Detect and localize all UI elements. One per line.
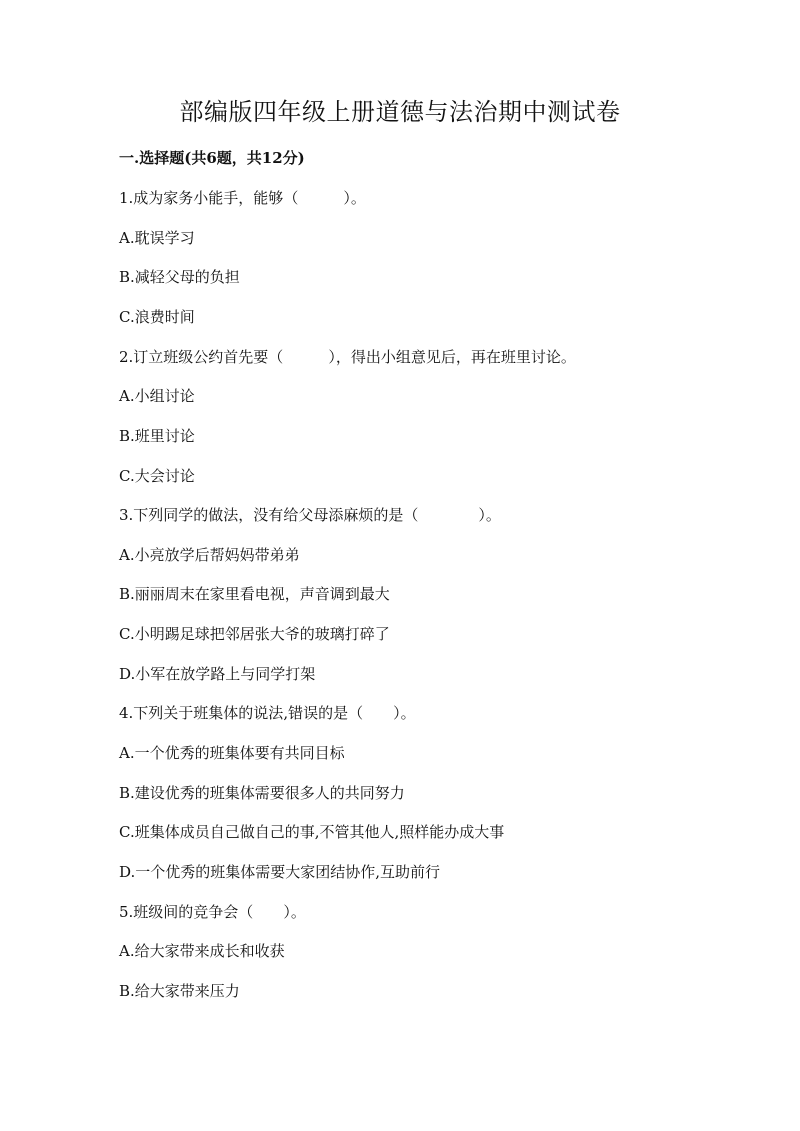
question-4-option-a: A.一个优秀的班集体要有共同目标 xyxy=(119,744,345,762)
question-4-stem: 4.下列关于班集体的说法,错误的是（ ）。 xyxy=(119,704,416,722)
question-5-option-b: B.给大家带来压力 xyxy=(119,982,240,1000)
section-heading: 一.选择题(共6题，共12分) xyxy=(119,149,305,167)
question-2-option-a: A.小组讨论 xyxy=(119,387,195,405)
question-3-stem: 3.下列同学的做法，没有给父母添麻烦的是（ ）。 xyxy=(119,506,501,524)
question-3-option-c: C.小明踢足球把邻居张大爷的玻璃打碎了 xyxy=(119,625,390,643)
question-3-option-a: A.小亮放学后帮妈妈带弟弟 xyxy=(119,546,300,564)
question-1-option-c: C.浪费时间 xyxy=(119,308,195,326)
question-2-option-b: B.班里讨论 xyxy=(119,427,195,445)
question-3-option-d: D.小军在放学路上与同学打架 xyxy=(119,665,316,683)
question-1-option-a: A.耽误学习 xyxy=(119,229,195,247)
question-2-option-c: C.大会讨论 xyxy=(119,467,195,485)
question-5-option-a: A.给大家带来成长和收获 xyxy=(119,942,285,960)
question-1-stem: 1.成为家务小能手，能够（ ）。 xyxy=(119,189,366,207)
question-4-option-c: C.班集体成员自己做自己的事,不管其他人,照样能办成大事 xyxy=(119,823,505,841)
question-4-option-d: D.一个优秀的班集体需要大家团结协作,互助前行 xyxy=(119,863,441,881)
question-5-stem: 5.班级间的竞争会（ ）。 xyxy=(119,903,306,921)
exam-title: 部编版四年级上册道德与法治期中测试卷 xyxy=(179,98,621,126)
question-1-option-b: B.减轻父母的负担 xyxy=(119,268,240,286)
question-3-option-b: B.丽丽周末在家里看电视，声音调到最大 xyxy=(119,585,390,603)
question-2-stem: 2.订立班级公约首先要（ ），得出小组意见后，再在班里讨论。 xyxy=(119,348,576,366)
question-4-option-b: B.建设优秀的班集体需要很多人的共同努力 xyxy=(119,784,405,802)
